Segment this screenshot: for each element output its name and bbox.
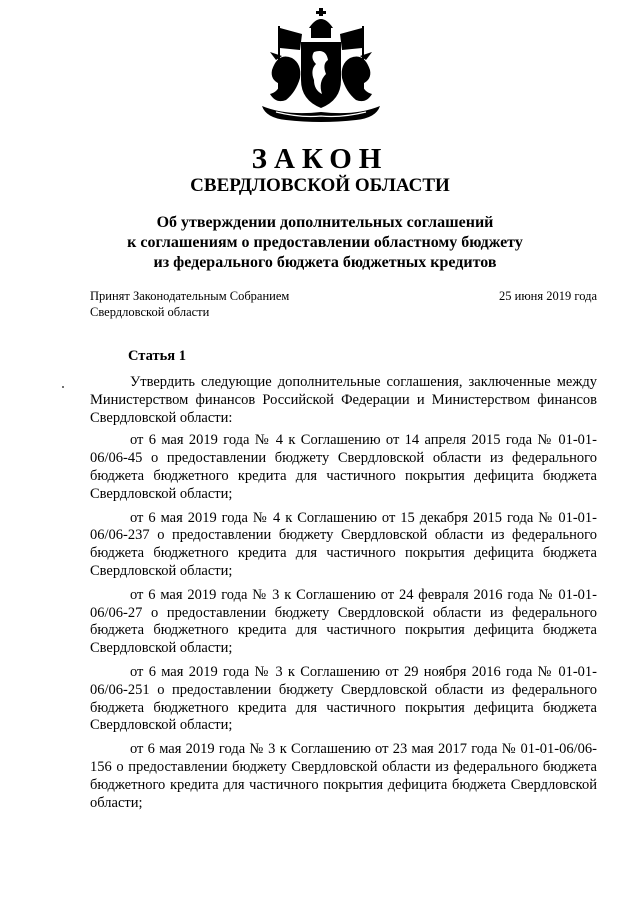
document-type-title: ЗАКОН bbox=[251, 143, 389, 175]
agreement-item: от 6 мая 2019 года № 3 к Соглашению от 24 февраля 2016 года № 01-01-06/06-27 о предоставлении бюджету Свердловской области из федерального бюджета бюджетного кредита для частичного покрытия дефицита бюджета Свердловской области; bbox=[90, 586, 597, 657]
article-intro: Утвердить следующие дополнительные соглашения, заключенные между Министерством финансов Российской Федерации и Министерством финансов Свердловской области: bbox=[90, 374, 597, 426]
agreement-item: от 6 мая 2019 года № 3 к Соглашению от 23 мая 2017 года № 01-01-06/06-156 о предоставлении бюджету Свердловской области из федерального бюджета бюджетного кредита для частичного покрытия дефицита бюджета Свердловской области; bbox=[90, 741, 597, 811]
law-title-line: к соглашениям о предоставлении областному бюджету bbox=[127, 234, 523, 251]
article-heading: Статья 1 bbox=[128, 348, 186, 364]
law-title-line: из федерального бюджета бюджетных кредитов bbox=[153, 254, 497, 271]
law-title-line: Об утверждении дополнительных соглашений bbox=[156, 214, 494, 231]
agreement-item: от 6 мая 2019 года № 4 к Соглашению от 15 декабря 2015 года № 01-01-06/06-237 о предоставлении бюджету Свердловской области из федерального бюджета бюджетного кредита для частичного покрытия дефицита бюджета Свердловской области; bbox=[90, 509, 597, 579]
sverdlovsk-coat-of-arms-icon bbox=[256, 8, 386, 126]
issuing-region-title: СВЕРДЛОВСКОЙ ОБЛАСТИ bbox=[190, 175, 450, 196]
article-body bbox=[90, 374, 597, 818]
scan-speck bbox=[62, 386, 64, 388]
law-title bbox=[90, 213, 560, 273]
adoption-date: 25 июня 2019 года bbox=[499, 289, 597, 303]
agreement-item: от 6 мая 2019 года № 3 к Соглашению от 29 ноября 2016 года № 01-01-06/06-251 о предоставлении бюджету Свердловской области из федерального бюджета бюджетного кредита для частичного покрытия дефицита бюджета Свердловской области; bbox=[90, 663, 597, 734]
agreement-item: от 6 мая 2019 года № 4 к Соглашению от 14 апреля 2015 года № 01-01-06/06-45 о предоставлении бюджету Свердловской области из федерального бюджета бюджетного кредита для частичного покрытия дефицита бюджета Свердловской области; bbox=[90, 432, 597, 502]
adoption-line: Свердловской области bbox=[90, 305, 210, 319]
adoption-line: Принят Законодательным Собранием bbox=[90, 289, 290, 303]
adoption-body bbox=[90, 288, 289, 320]
